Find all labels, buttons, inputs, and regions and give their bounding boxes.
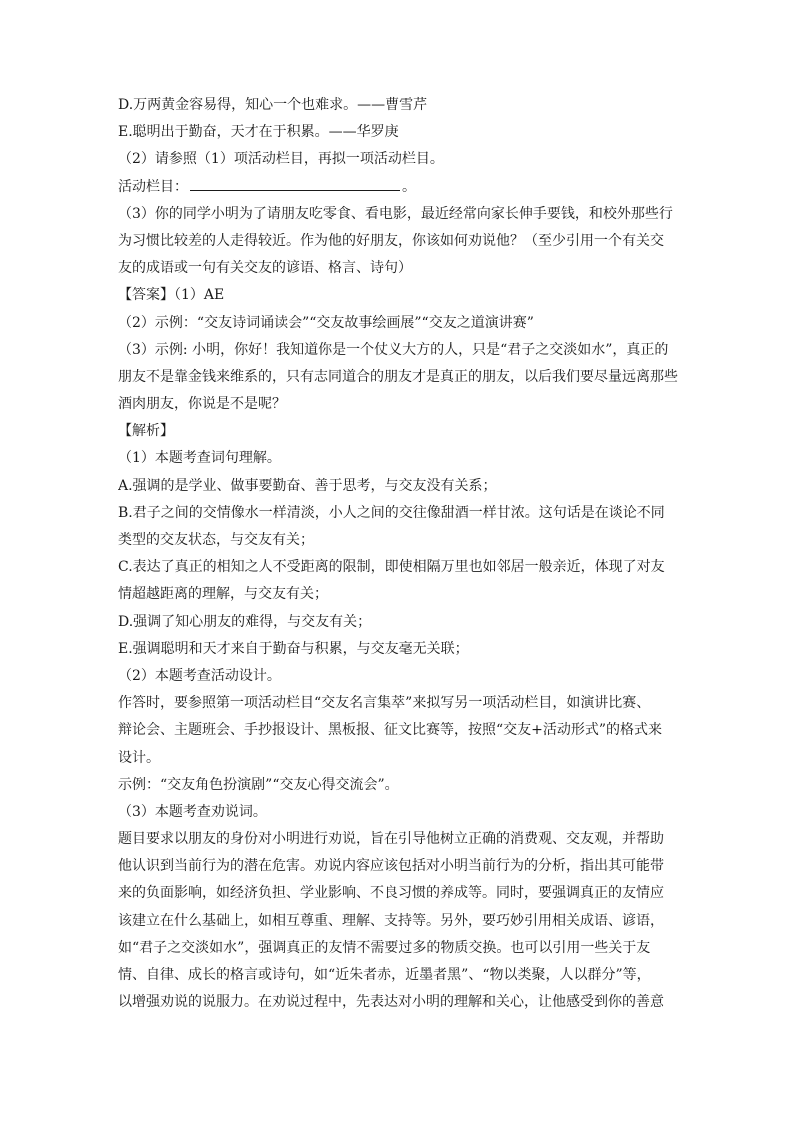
analysis-2-example: 示例：“交友角色扮演剧”“交友心得交流会”。 [118,776,399,793]
analysis-c-line-2: 情超越距离的理解，与交友有关； [118,586,328,603]
analysis-2-line-1: 作答时，要参照第一项活动栏目“交友名言集萃”来拟写另一项活动栏目，如演讲比赛、 [118,695,651,712]
answer-3-line-1: （3）示例: 小明，你好！我知道你是一个仗义大方的人，只是“君子之交淡如水”，真正的 [118,341,669,358]
analysis-1-title: （1）本题考查词句理解。 [118,450,281,467]
analysis-3-line-1: 题目要求以朋友的身份对小明进行劝说，旨在引导他树立正确的消费观、交友观，并帮助 [118,831,664,848]
document-body [118,92,678,1016]
activity-fill-line [118,174,678,201]
option-d: D.万两黄金容易得，知心一个也难求。——曹雪芹 [118,97,428,113]
analysis-e: E.强调聪明和天才来自于勤奋与积累，与交友毫无关联； [118,640,469,657]
question-3-line-1: （3）你的同学小明为了请朋友吃零食、看电影，最近经常向家长伸手要钱，和校外那些行 [118,205,673,222]
analysis-b-line-2: 类型的交友状态，与交友有关； [118,532,314,548]
question-3-line-2: 为习惯比较差的人走得较近。作为他的好朋友，你该如何劝说他？（至少引用一个有关交 [118,232,664,249]
analysis-a: A.强调的是学业、做事要勤奋、善于思考，与交友没有关系； [118,477,497,494]
answer-3-line-2: 朋友不是靠金钱来维系的，只有志同道合的朋友才是真正的朋友，以后我们要尽量远离那些 [118,368,678,385]
answer-2: （2）示例：“交友诗词诵读会”“交友故事绘画展”“交友之道演讲赛” [118,314,534,331]
analysis-2-title: （2）本题考查活动设计。 [118,667,281,684]
analysis-3-line-3: 来的负面影响，如经济负担、学业影响、不良习惯的养成等。同时，要强调真正的友情应 [118,885,664,902]
activity-label: 活动栏目： [118,178,188,195]
analysis-3-line-6: 情、自律、成长的格言或诗句，如“近朱者赤，近墨者黑”、“物以类聚，人以群分”等， [118,967,651,983]
question-3-line-3: 友的成语或一句有关交友的谚语、格言、诗句） [118,260,412,277]
answer-blank [190,175,400,191]
analysis-3-title: （3）本题考查劝说词。 [118,803,267,820]
analysis-c-line-1: C.表达了真正的相知之人不受距离的限制，即使相隔万里也如邻居一般亲近，体现了对友 [118,559,665,576]
analysis-heading: 【解析】 [118,423,174,440]
analysis-2-line-3: 设计。 [118,749,160,766]
analysis-2-line-2: 辩论会、主题班会、手抄报设计、黑板报、征文比赛等，按照“交友+活动形式”的格式来 [118,722,663,739]
answer-heading: 【答案】（1）AE [118,287,225,304]
activity-end-mark: 。 [402,178,416,195]
question-2: （2）请参照（1）项活动栏目，再拟一项活动栏目。 [118,151,444,168]
analysis-b-line-1: B.君子之间的交情像水一样清淡，小人之间的交往像甜酒一样甘浓。这句话是在谈论不同 [118,504,665,521]
answer-3-line-3: 酒肉朋友，你说是不是呢？ [118,396,286,413]
analysis-3-line-7: 以增强劝说的说服力。在劝说过程中，先表达对小明的理解和关心，让他感受到你的善意 [118,994,664,1011]
analysis-d: D.强调了知心朋友的难得，与交友有关； [118,613,372,630]
analysis-3-line-2: 他认识到当前行为的潜在危害。劝说内容应该包括对小明当前行为的分析，指出其可能带 [118,858,664,875]
option-e: E.聪明出于勤奋，天才在于积累。——华罗庚 [118,124,399,141]
analysis-3-line-4: 该建立在什么基础上，如相互尊重、理解、支持等。另外，要巧妙引用相关成语、谚语， [118,912,664,929]
analysis-3-line-5: 如“君子之交淡如水”，强调真正的友情不需要过多的物质交换。也可以引用一些关于友 [118,939,651,956]
